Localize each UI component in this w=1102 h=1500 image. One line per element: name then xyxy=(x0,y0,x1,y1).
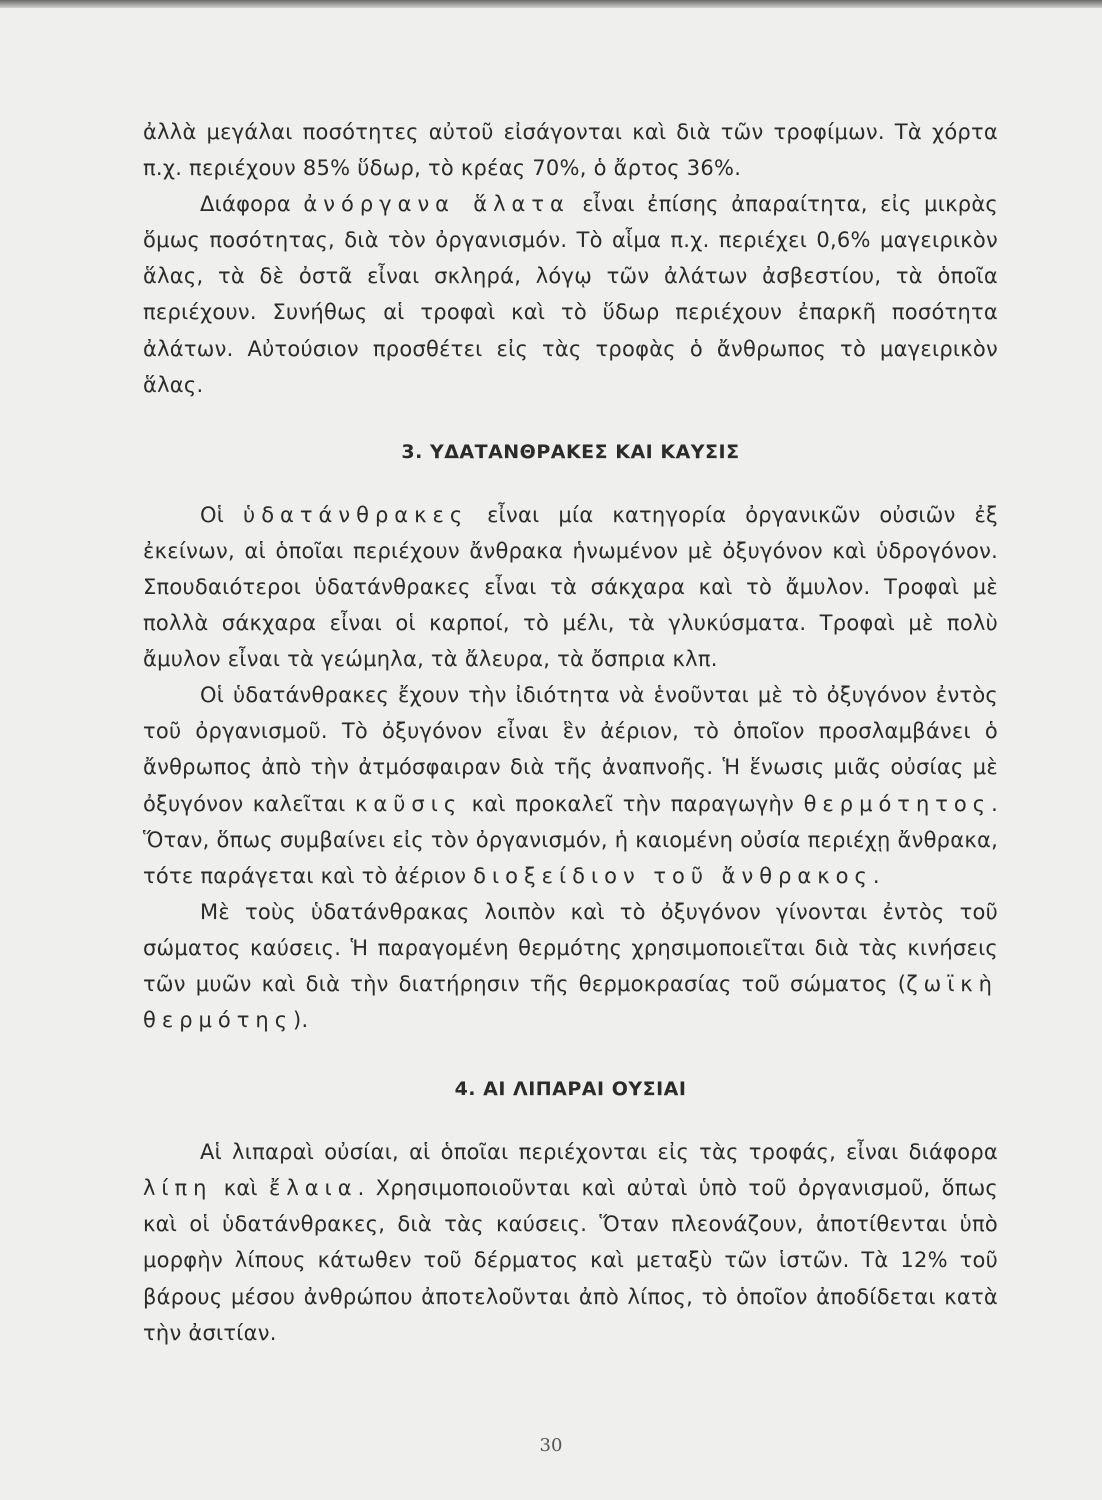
spaced-term-animal-heat: ζωϊκὴ θερμότης xyxy=(143,971,998,1033)
paragraph-body-heat xyxy=(143,894,998,1038)
paragraph-text: καὶ xyxy=(212,1176,269,1201)
paragraph-text: Διάφορα xyxy=(200,192,304,217)
paragraph-text: Αἱ λιπαραὶ οὐσίαι, αἱ ὁποῖαι περιέχονται εἰς τὰς τροφάς, εἶναι διάφορα xyxy=(200,1140,998,1165)
paragraph-fats-oils xyxy=(143,1134,998,1351)
paragraph-text: καὶ προκαλεῖ τὴν παραγωγὴν xyxy=(462,791,804,816)
page-top-edge xyxy=(0,0,1102,8)
section-heading-carbohydrates: 3. ΥΔΑΤΑΝΘΡΑΚΕΣ ΚΑΙ ΚΑΥΣΙΣ xyxy=(401,440,740,463)
paragraph-text: εἶναι ἐπίσης ἀπαραίτητα, εἰς μικρὰς ὅμως ποσότητας, διὰ τὸν ὀργανισμόν. Τὸ αἷμα π.χ. περιέχει 0,6% μαγειρικὸν ἅλας, τὰ δὲ ὀστᾶ εἶναι σκληρά, λόγῳ τῶν ἀλάτων ἀσβεστίου, τὰ ὁποῖα περιέχουν. Συνήθως αἱ τροφαὶ καὶ τὸ ὕδωρ περιέχουν ἐπαρκῆ ποσότητα ἀλάτων. Αὐτούσιον προσθέτει εἰς τὰς τροφὰς ὁ ἄνθρωπος τὸ μαγειρικὸν ἅλας. xyxy=(143,192,998,397)
paragraph-text: . xyxy=(872,863,880,888)
paragraph-text: Οἱ ὑδατάνθρακες ἔχουν τὴν ἰδιότητα νὰ ἑνοῦνται μὲ τὸ ὀξυγόνον ἐντὸς τοῦ ὀργανισμοῦ. Τὸ ὀξυγόνον εἶναι ἓν ἀέριον, τὸ ὁποῖον προσλαμβάνει ὁ ἄνθρωπος ἀπὸ τὴν ἀτμόσφαιραν διὰ τῆς ἀναπνοῆς. Ἡ ἕνωσις μιᾶς οὐσίας μὲ ὀξυγόνον καλεῖται xyxy=(143,683,998,816)
spaced-term-inorganic-salts: ἀνόργανα ἅλατα xyxy=(303,192,570,217)
paragraph-text: . Ὅταν, ὅπως συμβαίνει εἰς τὸν ὀργανισμόν, ἡ καιομένη οὐσία περιέχῃ ἄνθρακα, τότε παράγεται καὶ τὸ ἀέριον xyxy=(143,791,999,888)
paragraph-text: Μὲ τοὺς ὑδατάνθρακας λοιπὸν καὶ τὸ ὀξυγόνον γίνονται ἐντὸς τοῦ σώματος καύσεις. Ἡ παραγομένη θερμότης χρησιμοποιεῖται διὰ τὰς κινήσεις τῶν μυῶν καὶ διὰ τὴν διατήρησιν τῆς θερμοκρασίας τοῦ σώματος ( xyxy=(143,899,998,996)
paragraph-inorganic-salts xyxy=(143,186,998,403)
paragraph-text: ). xyxy=(293,1008,309,1033)
book-page xyxy=(143,114,998,1351)
spaced-term-carbohydrates: ὑδατάνθρακες xyxy=(243,502,469,527)
page-number: 30 xyxy=(539,1435,563,1456)
paragraph-combustion xyxy=(143,677,998,894)
paragraph-text: Οἱ xyxy=(200,502,244,527)
spaced-term-carbon-dioxide: διοξείδιον τοῦ ἄνθρακος xyxy=(473,863,873,888)
spaced-term-heat: θερμότητος xyxy=(803,791,992,816)
section-heading-fatty-substances: 4. ΑΙ ΛΙΠΑΡΑΙ ΟΥΣΙΑΙ xyxy=(454,1078,687,1101)
paragraph-text: . Χρησιμοποιοῦνται καὶ αὐταὶ ὑπὸ τοῦ ὀργανισμοῦ, ὅπως καὶ οἱ ὑδατάνθρακες, διὰ τὰς καύσεις. Ὅταν πλεονάζουν, ἀποτίθενται ὑπὸ μορφὴν λίπους κάτωθεν τοῦ δέρματος καὶ μεταξὺ τῶν ἱστῶν. Τὰ 12% τοῦ βάρους μέσου ἀνθρώπου ἀποτελοῦνται ἀπὸ λίπος, τὸ ὁποῖον ἀποδίδεται κατὰ τὴν ἀσιτίαν. xyxy=(143,1176,998,1345)
spaced-term-oils: ἔλαια xyxy=(269,1176,358,1201)
paragraph-carbohydrates-definition xyxy=(143,497,998,677)
spaced-term-fats: λίπη xyxy=(143,1176,213,1201)
paragraph-text: εἶναι μία κατηγορία ὀργανικῶν οὐσιῶν ἐξ ἐκείνων, αἱ ὁποῖαι περιέχουν ἄνθρακα ἡνωμένον μὲ ὀξυγόνον καὶ ὑδρογόνον. Σπουδαιότεροι ὑδατάνθρακες εἶναι τὰ σάκχαρα καὶ τὸ ἄμυλον. Τροφαὶ μὲ πολλὰ σάκχαρα εἶναι οἱ καρποί, τὸ μέλι, τὰ γλυκύσματα. Τροφαὶ μὲ πολὺ ἄμυλον εἶναι τὰ γεώμηλα, τὰ ἄλευρα, τὰ ὄσπρια κλπ. xyxy=(143,502,999,672)
paragraph-water-foods: ἀλλὰ μεγάλαι ποσότητες αὐτοῦ εἰσάγονται καὶ διὰ τῶν τροφίμων. Τὰ χόρτα π.χ. περιέχουν 85% ὕδωρ, τὸ κρέας 70%, ὁ ἄρτος 36%. xyxy=(143,120,998,181)
spaced-term-combustion: καῦσις xyxy=(355,791,463,816)
